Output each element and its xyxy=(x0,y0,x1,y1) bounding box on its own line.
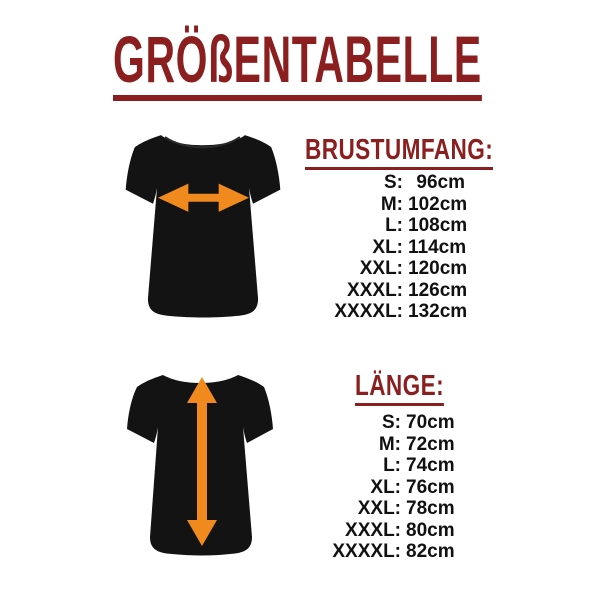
size-row xyxy=(332,498,455,520)
size-row xyxy=(332,476,455,499)
size-row xyxy=(334,237,465,259)
length-size-list xyxy=(332,412,455,563)
size-value: 82cm xyxy=(406,541,455,562)
size-row xyxy=(332,519,455,542)
size-label: XXXL: xyxy=(345,519,401,541)
size-row xyxy=(332,412,455,434)
size-row xyxy=(334,193,468,216)
size-row xyxy=(334,215,468,237)
size-value: 114cm xyxy=(408,236,467,258)
size-value: 72cm xyxy=(406,433,455,455)
chest-section-heading: BRUSTUMFANG: xyxy=(305,136,493,170)
size-label: XL: xyxy=(370,476,401,498)
tshirt-front-silhouette xyxy=(126,135,281,317)
size-value: 74cm xyxy=(406,455,455,476)
size-value: 120cm xyxy=(408,258,468,279)
length-section-heading: LÄNGE: xyxy=(355,372,444,406)
page-title: GRÖßENTABELLE xyxy=(113,26,482,101)
size-row xyxy=(332,455,455,477)
size-row xyxy=(332,541,455,563)
size-row xyxy=(334,172,465,194)
size-value: 76cm xyxy=(406,476,455,498)
size-label: S: xyxy=(382,412,401,433)
size-value: 126cm xyxy=(408,279,468,301)
size-label: M: xyxy=(380,193,403,215)
tshirt-back-image xyxy=(125,370,275,559)
size-label: XL: xyxy=(372,236,403,258)
size-label: XXL: xyxy=(359,258,403,279)
size-row xyxy=(334,301,468,323)
size-label: L: xyxy=(383,455,401,476)
size-value: 80cm xyxy=(406,519,455,541)
size-value: 70cm xyxy=(406,412,455,433)
size-row xyxy=(334,258,468,280)
size-label: XXXL: xyxy=(347,279,403,301)
size-value: 102cm xyxy=(408,193,468,215)
size-value: 108cm xyxy=(408,215,468,236)
size-row xyxy=(334,279,468,302)
size-label: XXXXL: xyxy=(332,541,401,562)
size-value: 78cm xyxy=(406,498,455,519)
size-value: 132cm xyxy=(408,301,468,322)
size-row xyxy=(332,433,455,456)
size-label: M: xyxy=(378,433,401,455)
size-label: XXXXL: xyxy=(334,301,403,322)
size-label: L: xyxy=(385,215,403,236)
chest-size-list xyxy=(334,172,468,323)
size-value: 96cm xyxy=(416,172,465,193)
tshirt-front-image xyxy=(124,127,282,319)
size-label: S: xyxy=(384,172,403,193)
size-label: XXL: xyxy=(357,498,401,519)
